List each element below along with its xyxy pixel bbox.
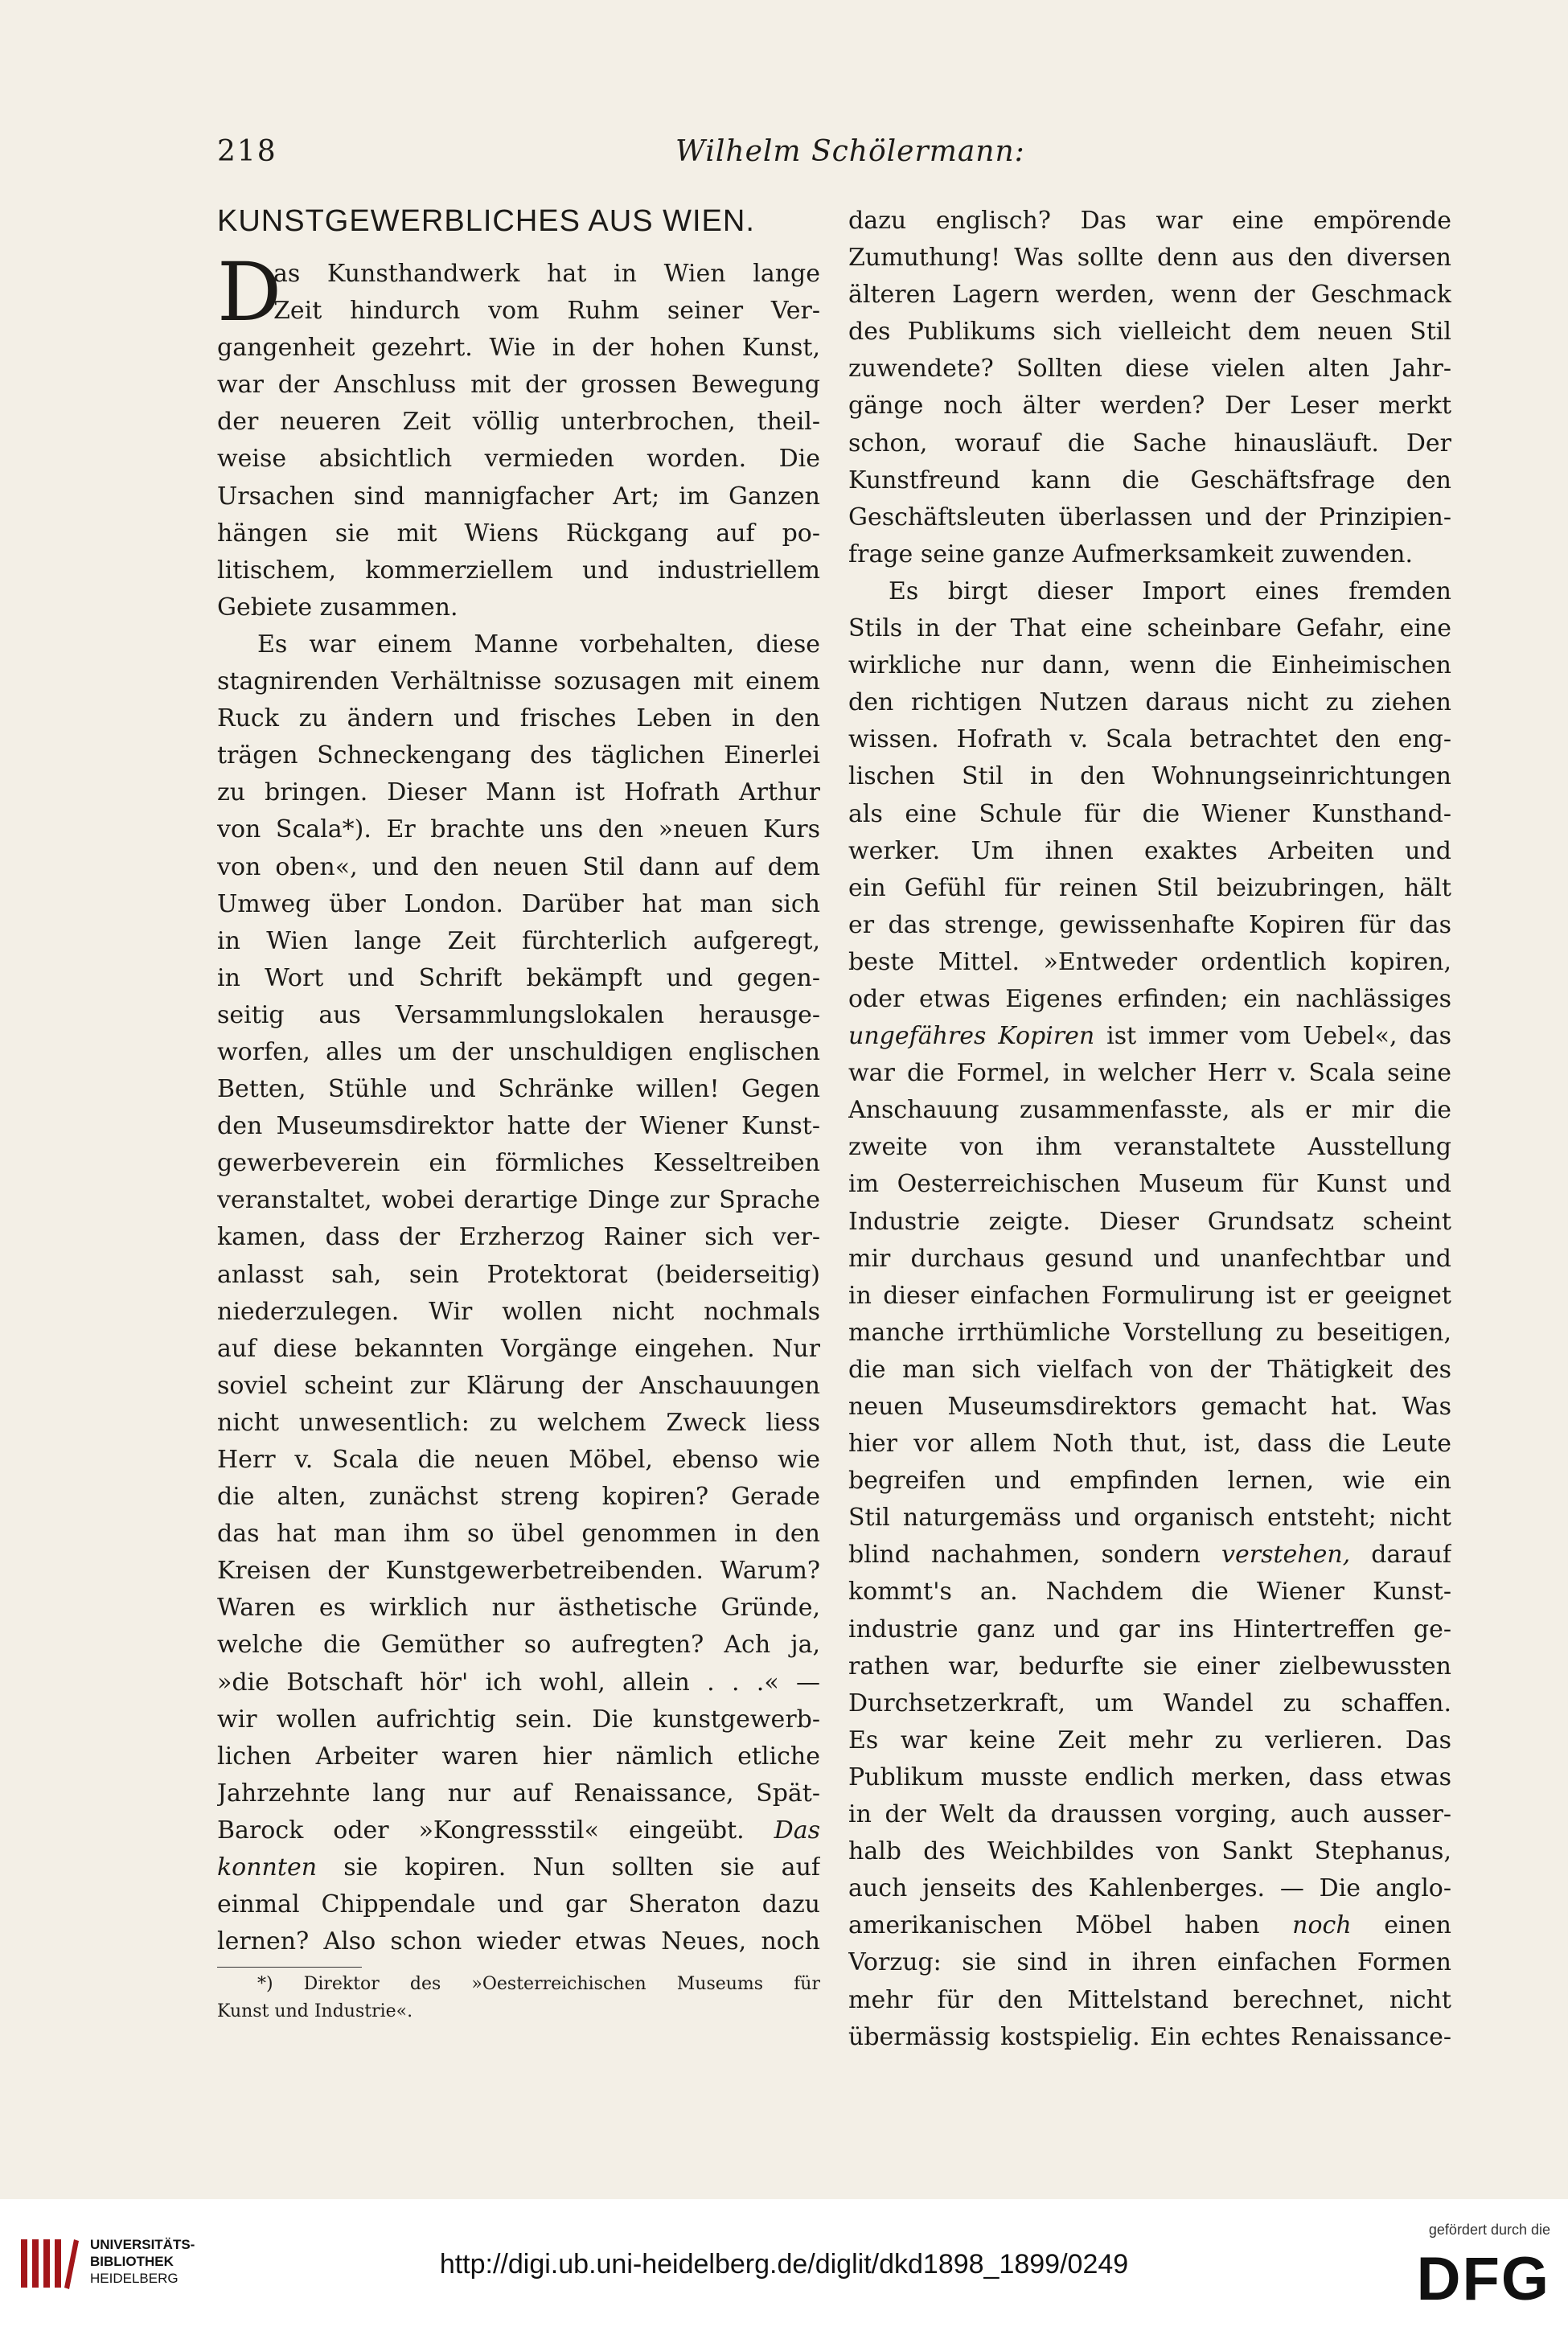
text-line: trägen Schneckengang des täglichen Einerlei: [217, 741, 820, 770]
footnote-line: *) Direktor des »Oesterreichischen Museums für: [257, 1974, 820, 1995]
text-line: ein Gefühl für reinen Stil beizubringen, hält: [848, 873, 1451, 902]
text-span: einen: [1351, 1911, 1451, 1940]
text-line: rathen war, bedurfte sie einer zielbewussten: [848, 1652, 1451, 1681]
text-line: litischem, kommerziellem und industriellem: [217, 556, 820, 585]
text-line: industrie ganz und gar ins Hintertreffen ge-: [848, 1615, 1451, 1644]
text-line: Es war keine Zeit mehr zu verlieren. Das: [848, 1726, 1451, 1754]
text-line: as Kunsthandwerk hat in Wien lange: [273, 260, 820, 288]
text-line: welche die Gemüther so aufregten? Ach ja,: [217, 1631, 820, 1660]
text-line: hier vor allem Noth thut, ist, dass die Leute: [848, 1430, 1451, 1459]
page-number: 218: [217, 135, 277, 168]
text-line: gänge noch älter werden? Der Leser merkt: [848, 392, 1451, 421]
text-line: Publikum musste endlich merken, dass etwas: [848, 1763, 1451, 1791]
running-head: Wilhelm Schölermann:: [675, 135, 1025, 168]
text-line: weise absichtlich vermieden worden. Die: [217, 445, 820, 474]
text-line: [848, 1907, 1451, 1944]
permalink-url[interactable]: http://digi.ub.uni-heidelberg.de/diglit/dkd1898_1899/0249: [439, 2249, 1129, 2280]
text-line: neuen Museumsdirektors gemacht hat. Was: [848, 1393, 1451, 1421]
text-line: dazu englisch? Das war eine empörende: [848, 207, 1451, 235]
text-line: in dieser einfachen Formulirung ist er geeignet: [848, 1281, 1451, 1310]
left-column-lines: [217, 256, 820, 1960]
footnote: [217, 1971, 820, 2025]
text-line: nicht unwesentlich: zu welchem Zweck liess: [217, 1408, 820, 1437]
text-line: von Scala*). Er brachte uns den »neuen Kurs: [217, 815, 820, 844]
text-line: gewerbeverein ein förmliches Kesseltreiben: [217, 1149, 820, 1178]
italic-text: konnten: [217, 1853, 318, 1882]
text-line: soviel scheint zur Klärung der Anschauungen: [217, 1371, 820, 1400]
footnote-rule: [217, 1967, 362, 1968]
italic-text: Das: [774, 1816, 820, 1845]
text-line: er das strenge, gewissenhafte Kopiren für das: [848, 910, 1451, 939]
text-line: [848, 1537, 1451, 1574]
left-column: [217, 203, 820, 2025]
text-line: auch jenseits des Kahlenberges. — Die anglo-: [848, 1874, 1451, 1903]
text-span: ist immer vom Uebel«, das: [1094, 1022, 1451, 1051]
text-line: war der Anschluss mit der grossen Bewegung: [217, 371, 820, 400]
text-line: die alten, zunächst streng kopiren? Gerade: [217, 1483, 820, 1512]
text-line: als eine Schule für die Wiener Kunsthand-: [848, 799, 1451, 828]
text-line: Ruck zu ändern und frisches Leben in den: [217, 704, 820, 733]
text-line: Betten, Stühle und Schränke willen! Gegen: [217, 1075, 820, 1104]
funding-note: gefördert durch die: [1428, 2222, 1550, 2238]
text-line: mir durchaus gesund und unanfechtbar und: [848, 1244, 1451, 1273]
text-line: begreifen und empfinden lernen, wie ein: [848, 1467, 1451, 1496]
text-line: beste Mittel. »Entweder ordentlich kopiren,: [848, 947, 1451, 976]
text-line: manche irrthümliche Vorstellung zu beseitigen,: [848, 1318, 1451, 1347]
text-line: Durchsetzerkraft, um Wandel zu schaffen.: [848, 1689, 1451, 1717]
text-line: Jahrzehnte lang nur auf Renaissance, Spät-: [217, 1779, 820, 1808]
text-line: zu bringen. Dieser Mann ist Hofrath Arthur: [217, 778, 820, 807]
text-line: halb des Weichbildes von Sankt Stephanus,: [848, 1837, 1451, 1866]
text-line: Stil naturgemäss und organisch entsteht; nicht: [848, 1504, 1451, 1533]
text-line: [217, 1849, 820, 1886]
text-line: worfen, alles um der unschuldigen englischen: [217, 1037, 820, 1066]
text-line: in der Welt da draussen vorging, auch ausser-: [848, 1800, 1451, 1829]
right-column-lines: [848, 203, 1451, 2056]
text-line: wir wollen aufrichtig sein. Die kunstgewerb-: [217, 1705, 820, 1734]
text-line: Umweg über London. Darüber hat man sich: [217, 889, 820, 918]
text-line: anlasst sah, sein Protektorat (beiderseitig): [217, 1260, 820, 1289]
text-line: das hat man ihm so übel genommen in den: [217, 1520, 820, 1549]
text-line: niederzulegen. Wir wollen nicht nochmals: [217, 1297, 820, 1326]
dfg-logo: DFG: [1416, 2245, 1550, 2313]
text-line: Kunstfreund kann die Geschäftsfrage den: [848, 466, 1451, 495]
text-line: auf diese bekannten Vorgänge eingehen. Nur: [217, 1334, 820, 1363]
text-line: den richtigen Nutzen daraus nicht zu ziehen: [848, 688, 1451, 717]
text-line: zweite von ihm veranstaltete Ausstellung: [848, 1133, 1451, 1162]
text-line: in Wort und Schrift bekämpft und gegen-: [217, 963, 820, 992]
text-line: den Museumsdirektor hatte der Wiener Kunst-: [217, 1112, 820, 1141]
footnote-line: Kunst und Industrie«.: [217, 2001, 413, 2022]
text-line: in Wien lange Zeit fürchterlich aufgeregt,: [217, 926, 820, 955]
italic-text: noch: [1292, 1911, 1352, 1940]
text-line: einmal Chippendale und gar Sheraton dazu: [217, 1890, 820, 1919]
text-line: frage seine ganze Aufmerksamkeit zuwenden.: [848, 540, 1414, 568]
article-title: KUNSTGEWERBLICHES AUS WIEN.: [217, 204, 755, 238]
text-line: die man sich vielfach von der Thätigkeit des: [848, 1355, 1451, 1384]
text-line: Waren es wirklich nur ästhetische Gründe,: [217, 1594, 820, 1623]
text-line: lichen Arbeiter waren hier nämlich etliche: [217, 1742, 820, 1771]
text-line: des Publikums sich vielleicht dem neuen Stil: [848, 318, 1451, 347]
text-line: im Oesterreichischen Museum für Kunst und: [848, 1170, 1451, 1199]
text-line: kamen, dass der Erzherzog Rainer sich ver-: [217, 1223, 820, 1252]
text-line: gangenheit gezehrt. Wie in der hohen Kunst,: [217, 334, 820, 363]
text-span: sie kopiren. Nun sollten sie auf: [317, 1853, 820, 1882]
library-name: UNIVERSITÄTS- BIBLIOTHEK HEIDELBERG: [90, 2237, 195, 2286]
text-span: blind nachahmen, sondern: [848, 1541, 1222, 1570]
text-line: Geschäftsleuten überlassen und der Prinzipien-: [848, 503, 1451, 531]
text-line: Anschauung zusammenfasste, als er mir die: [848, 1096, 1451, 1125]
text-line: Es birgt dieser Import eines fremden: [889, 577, 1451, 605]
text-line: wissen. Hofrath v. Scala betrachtet den eng-: [848, 725, 1451, 754]
text-line: lernen? Also schon wieder etwas Neues, noch: [217, 1927, 820, 1956]
text-span: darauf: [1350, 1541, 1451, 1570]
text-line: von oben«, und den neuen Stil dann auf dem: [217, 852, 820, 881]
text-line: »die Botschaft hör' ich wohl, allein . . .« —: [217, 1668, 820, 1697]
text-line: seitig aus Versammlungslokalen herausge-: [217, 1000, 820, 1029]
text-line: Gebiete zusammen.: [217, 593, 458, 622]
page-header: [217, 135, 1447, 175]
text-line: Herr v. Scala die neuen Möbel, ebenso wie: [217, 1446, 820, 1474]
text-line: werker. Um ihnen exaktes Arbeiten und: [848, 836, 1451, 865]
text-line: Zumuthung! Was sollte denn aus den diversen: [848, 244, 1451, 273]
text-line: Ursachen sind mannigfacher Art; im Ganzen: [217, 482, 820, 511]
text-line: älteren Lagern werden, wenn der Geschmack: [848, 281, 1451, 310]
text-line: Es war einem Manne vorbehalten, diese: [257, 630, 820, 659]
text-line: übermässig kostspielig. Ein echtes Renaissance-: [848, 2022, 1451, 2051]
text-line: oder etwas Eigenes erfinden; ein nachlässiges: [848, 984, 1451, 1013]
viewer-footer: [0, 2199, 1568, 2331]
text-line: schon, worauf die Sache hinausläuft. Der: [848, 429, 1451, 458]
text-line: war die Formel, in welcher Herr v. Scala seine: [848, 1059, 1451, 1088]
italic-text: verstehen,: [1221, 1541, 1351, 1570]
text-line: [848, 1018, 1451, 1055]
text-line: Vorzug: sie sind in ihren einfachen Formen: [848, 1948, 1451, 1977]
text-line: hängen sie mit Wiens Rückgang auf po-: [217, 519, 820, 548]
text-line: zuwendete? Sollten diese vielen alten Jahr-: [848, 355, 1451, 384]
text-line: Industrie zeigte. Dieser Grundsatz scheint: [848, 1207, 1451, 1236]
text-line: wirkliche nur dann, wenn die Einheimischen: [848, 651, 1451, 680]
text-line: mehr für den Mittelstand berechnet, nicht: [848, 1985, 1451, 2014]
text-line: stagnirenden Verhältnisse sozusagen mit einem: [217, 667, 820, 696]
left-column-body: [217, 245, 820, 1960]
drop-cap: D: [217, 245, 282, 339]
italic-text: ungefähres Kopiren: [848, 1022, 1095, 1051]
text-line: veranstaltet, wobei derartige Dinge zur Sprache: [217, 1186, 820, 1215]
text-line: Kreisen der Kunstgewerbetreibenden. Warum?: [217, 1557, 820, 1586]
text-span: Barock oder »Kongressstil« eingeübt.: [217, 1816, 774, 1845]
text-line: [217, 1812, 820, 1849]
text-line: Zeit hindurch vom Ruhm seiner Ver-: [273, 297, 820, 326]
text-line: lischen Stil in den Wohnungseinrichtungen: [848, 762, 1451, 791]
text-line: Stils in der That eine scheinbare Gefahr, eine: [848, 614, 1451, 643]
text-line: der neueren Zeit völlig unterbrochen, theil-: [217, 408, 820, 437]
text-span: amerikanischen Möbel haben: [848, 1911, 1293, 1940]
right-column: [848, 203, 1451, 2056]
text-line: kommt's an. Nachdem die Wiener Kunst-: [848, 1578, 1451, 1607]
